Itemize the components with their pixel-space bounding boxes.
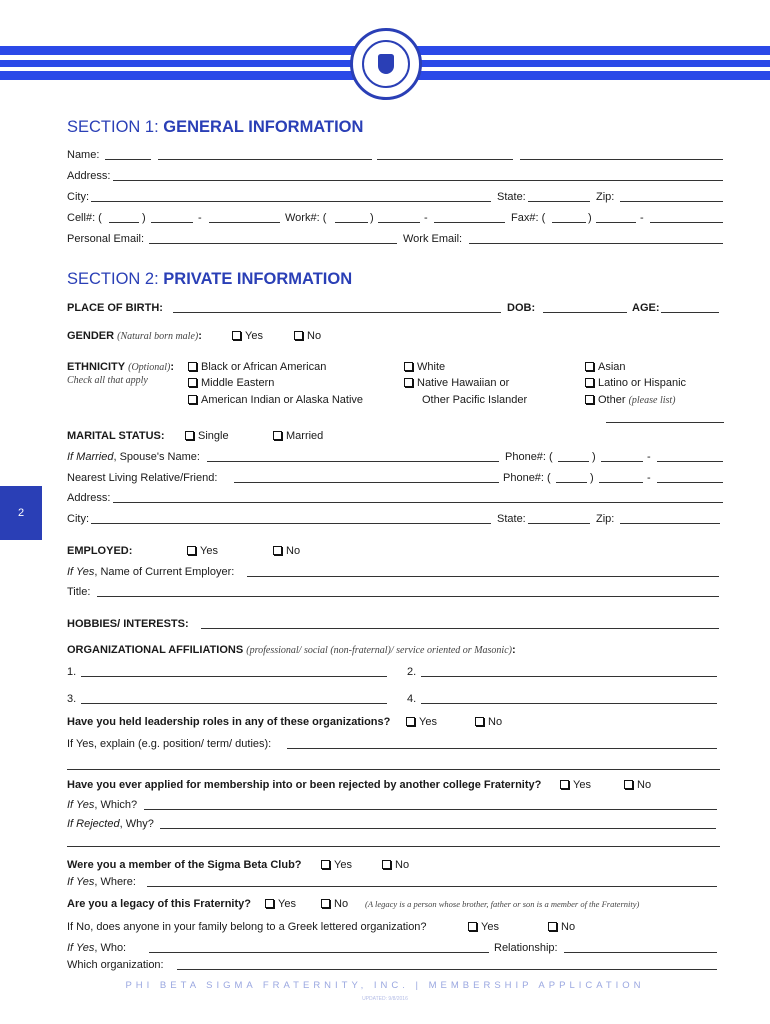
fraternity-no-label: No — [637, 779, 652, 791]
spouse-phone-line[interactable] — [657, 461, 723, 462]
address-label: Address: — [67, 170, 111, 182]
work-line-field[interactable] — [434, 222, 505, 223]
org-3-field[interactable] — [81, 703, 387, 704]
legacy-question: Are you a legacy of this Fraternity? — [67, 898, 251, 910]
which-label: , Which? — [94, 799, 138, 811]
which-row — [67, 798, 723, 812]
sigma-beta-yes-checkbox[interactable] — [321, 858, 352, 872]
spouse-name-label: , Spouse's Name: — [113, 451, 200, 463]
name-row — [67, 148, 723, 162]
spouse-row — [67, 450, 723, 464]
fraternity-seal-icon — [350, 28, 422, 100]
section-2-heading — [67, 270, 352, 289]
fraternity-yes-checkbox[interactable] — [560, 778, 591, 792]
if-rejected-label: If Rejected — [67, 818, 120, 830]
place-of-birth-label: PLACE OF BIRTH: — [67, 302, 163, 314]
sigma-beta-no-checkbox[interactable] — [382, 858, 409, 872]
nearest-relative-label: Nearest Living Relative/Friend: — [67, 472, 218, 484]
city-field[interactable] — [91, 201, 491, 202]
eth-american-indian-label: American Indian or Alaska Native — [201, 394, 364, 406]
zip-field[interactable] — [620, 201, 723, 202]
relative-zip-field[interactable] — [620, 523, 720, 524]
org-3-label: 3. — [67, 693, 77, 705]
relative-address-label: Address: — [67, 492, 111, 504]
eth-other-label: Other — [598, 394, 626, 406]
employed-row — [67, 544, 723, 558]
title-label: Title: — [67, 586, 91, 598]
work-email-field[interactable] — [469, 243, 723, 244]
greek-yes-label: Yes — [481, 921, 499, 933]
org-1-field[interactable] — [81, 676, 387, 677]
employed-yes-label: Yes — [200, 545, 218, 557]
name-field-1[interactable] — [105, 159, 151, 160]
zip-label: Zip: — [596, 191, 615, 203]
where-label: , Where: — [94, 876, 136, 888]
birth-row — [67, 301, 723, 315]
leadership-no-checkbox[interactable] — [475, 715, 502, 729]
cell-dash: - — [198, 212, 202, 224]
spouse-phone-dash: - — [647, 451, 651, 463]
name-field-2[interactable] — [158, 159, 372, 160]
eth-asian-label: Asian — [598, 361, 626, 373]
eth-other-field[interactable] — [606, 422, 724, 423]
where-field[interactable] — [147, 886, 717, 887]
work-label: Work#: ( — [285, 212, 327, 224]
relative-address-field[interactable] — [113, 502, 723, 503]
hobbies-row — [67, 617, 723, 631]
state-field[interactable] — [528, 201, 590, 202]
spouse-phone-paren: ) — [592, 451, 596, 463]
where-if-yes: If Yes — [67, 876, 95, 888]
sigma-beta-no-label: No — [395, 859, 410, 871]
cell-paren: ) — [142, 212, 146, 224]
gender-colon: : — [198, 330, 202, 342]
single-checkbox[interactable] — [185, 429, 229, 443]
relative-phone-label: Phone#: ( — [503, 472, 551, 484]
which-if-yes: If Yes — [67, 799, 95, 811]
section-1-title: GENERAL INFORMATION — [163, 118, 364, 136]
who-if-yes: If Yes — [67, 942, 95, 954]
gender-yes-checkbox[interactable] — [232, 329, 263, 343]
footer-title: PHI BETA SIGMA FRATERNITY, INC. | MEMBERSHIP APPLICATION — [125, 980, 645, 991]
marital-row — [67, 429, 723, 443]
page-number-tab: 2 — [0, 486, 42, 540]
fax-paren: ) — [588, 212, 592, 224]
sigma-beta-row — [67, 858, 723, 872]
greek-question: If No, does anyone in your family belong to a Greek lettered organization? — [67, 921, 427, 933]
phone-row — [67, 211, 723, 225]
gender-no-label: No — [307, 330, 322, 342]
rejected-row — [67, 817, 723, 831]
relative-zip-label: Zip: — [596, 513, 615, 525]
fraternity-row — [67, 778, 723, 792]
which-org-label: Which organization: — [67, 959, 164, 971]
work-dash: - — [424, 212, 428, 224]
work-prefix-field[interactable] — [378, 222, 420, 223]
city-row — [67, 190, 723, 204]
fax-dash: - — [640, 212, 644, 224]
leadership-no-label: No — [488, 716, 503, 728]
eth-middle-eastern-label: Middle Eastern — [201, 377, 275, 389]
cell-area-field[interactable] — [109, 222, 139, 223]
cell-line-field[interactable] — [209, 222, 280, 223]
org-4-label: 4. — [407, 693, 417, 705]
eth-hawaiian-label-2: Other Pacific Islander — [422, 394, 528, 406]
leadership-question: Have you held leadership roles in any of these organizations? — [67, 716, 391, 728]
relative-city-label: City: — [67, 513, 89, 525]
greek-yes-checkbox[interactable] — [468, 920, 499, 934]
current-employer-label: , Name of Current Employer: — [94, 566, 235, 578]
explain-field-2[interactable] — [67, 769, 720, 770]
relative-phone-paren: ) — [590, 472, 594, 484]
leadership-yes-label: Yes — [419, 716, 437, 728]
employer-if-yes: If Yes — [67, 566, 95, 578]
relative-city-field[interactable] — [91, 523, 491, 524]
eth-latino-checkbox[interactable] — [585, 376, 686, 390]
eth-hawaiian-label-1: Native Hawaiian or — [417, 377, 510, 389]
relative-phone-prefix[interactable] — [599, 482, 643, 483]
legacy-note: (A legacy is a person whose brother, father or son is a member of the Fraternity) — [365, 899, 640, 909]
name-label: Name: — [67, 149, 100, 161]
org-1-label: 1. — [67, 666, 77, 678]
work-area-field[interactable] — [335, 222, 368, 223]
eth-hawaiian-checkbox[interactable] — [404, 376, 509, 390]
section-2-prefix: SECTION 2: — [67, 270, 164, 288]
ethnicity-label: ETHNICITY — [67, 361, 126, 373]
section-1-heading — [67, 118, 363, 137]
gender-label: GENDER — [67, 330, 115, 342]
marital-status-label: MARITAL STATUS: — [67, 430, 165, 442]
ethnicity-optional: (Optional) — [128, 362, 171, 373]
why-field[interactable] — [160, 828, 716, 829]
relative-phone-area[interactable] — [556, 482, 587, 483]
personal-email-label: Personal Email: — [67, 233, 145, 245]
employed-yes-checkbox[interactable] — [187, 544, 218, 558]
greek-no-label: No — [561, 921, 576, 933]
relative-phone-dash: - — [647, 472, 651, 484]
explain-label: If Yes, explain (e.g. position/ term/ duties): — [67, 738, 272, 750]
name-field-3[interactable] — [377, 159, 513, 160]
legacy-yes-label: Yes — [278, 898, 296, 910]
relative-row — [67, 471, 723, 485]
personal-email-field[interactable] — [149, 243, 397, 244]
who-field[interactable] — [149, 952, 489, 953]
fraternity-yes-label: Yes — [573, 779, 591, 791]
relative-address-row — [67, 491, 723, 505]
why-field-2[interactable] — [67, 846, 720, 847]
spouse-phone-area[interactable] — [558, 461, 589, 462]
org-row-1 — [67, 665, 723, 679]
address-row — [67, 169, 723, 183]
org-affiliations-row — [67, 643, 723, 657]
state-label: State: — [497, 191, 526, 203]
relative-state-field[interactable] — [528, 523, 590, 524]
check-all-note: Check all that apply — [67, 375, 148, 386]
title-field[interactable] — [97, 596, 719, 597]
employed-label: EMPLOYED: — [67, 545, 133, 557]
leadership-yes-checkbox[interactable] — [406, 715, 437, 729]
fax-label: Fax#: ( — [511, 212, 546, 224]
which-field[interactable] — [144, 809, 717, 810]
sigma-beta-yes-label: Yes — [334, 859, 352, 871]
why-label: , Why? — [119, 818, 154, 830]
sigma-beta-question: Were you a member of the Sigma Beta Club? — [67, 859, 302, 871]
relationship-label: Relationship: — [494, 942, 558, 954]
employed-no-label: No — [286, 545, 301, 557]
email-row — [67, 232, 723, 246]
eth-middle-eastern-checkbox[interactable] — [188, 376, 274, 390]
greek-row — [67, 920, 723, 934]
relative-state-label: State: — [497, 513, 526, 525]
fax-prefix-field[interactable] — [596, 222, 636, 223]
legacy-no-label: No — [334, 898, 349, 910]
dob-field[interactable] — [543, 312, 627, 313]
relationship-field[interactable] — [564, 952, 717, 953]
employed-no-checkbox[interactable] — [273, 544, 300, 558]
current-employer-field[interactable] — [247, 576, 719, 577]
hobbies-label: HOBBIES/ INTERESTS: — [67, 618, 189, 630]
eth-black-label: Black or African American — [201, 361, 327, 373]
work-email-label: Work Email: — [403, 233, 463, 245]
work-paren: ) — [370, 212, 374, 224]
place-of-birth-field[interactable] — [173, 312, 501, 313]
eth-other-checkbox[interactable] — [585, 393, 676, 407]
hobbies-field[interactable] — [201, 628, 719, 629]
legacy-yes-checkbox[interactable] — [265, 897, 296, 911]
leadership-row — [67, 715, 723, 729]
dob-label: DOB: — [507, 302, 536, 314]
org-affiliations-note: (professional/ social (non-fraternal)/ service oriented or Masonic) — [246, 645, 512, 656]
spouse-name-field[interactable] — [207, 461, 499, 462]
address-field[interactable] — [113, 180, 723, 181]
org-affiliations-label: ORGANIZATIONAL AFFILIATIONS — [67, 644, 244, 656]
org-2-field[interactable] — [421, 676, 717, 677]
cell-prefix-field[interactable] — [151, 222, 193, 223]
org-affiliations-colon: : — [511, 644, 516, 656]
org-4-field[interactable] — [421, 703, 717, 704]
relative-city-row — [67, 512, 723, 526]
org-2-label: 2. — [407, 666, 417, 678]
eth-white-label: White — [417, 361, 446, 373]
age-field[interactable] — [661, 312, 719, 313]
explain-row — [67, 737, 723, 751]
eth-please-list: (please list) — [628, 395, 676, 406]
eth-american-indian-checkbox[interactable] — [188, 393, 363, 407]
org-row-2 — [67, 692, 723, 706]
married-checkbox[interactable] — [273, 429, 323, 443]
which-org-row — [67, 958, 723, 972]
if-married-label: If Married — [67, 451, 114, 463]
where-row — [67, 875, 723, 889]
relative-phone-line[interactable] — [657, 482, 723, 483]
who-label: , Who: — [94, 942, 127, 954]
gender-row — [67, 329, 723, 343]
legacy-row — [67, 897, 723, 911]
cell-label: Cell#: ( — [67, 212, 102, 224]
section-2-title: PRIVATE INFORMATION — [163, 270, 353, 288]
ethnicity-block — [67, 360, 723, 410]
gender-note: (Natural born male) — [117, 331, 199, 342]
name-field-4[interactable] — [520, 159, 723, 160]
title-row — [67, 585, 723, 599]
fax-line-field[interactable] — [650, 222, 723, 223]
legacy-no-checkbox[interactable] — [321, 897, 348, 911]
greek-no-checkbox[interactable] — [548, 920, 575, 934]
age-label: AGE: — [632, 302, 660, 314]
employer-row — [67, 565, 723, 579]
spouse-phone-prefix[interactable] — [601, 461, 643, 462]
eth-black-checkbox[interactable] — [188, 360, 326, 374]
section-1-prefix: SECTION 1: — [67, 118, 164, 136]
single-label: Single — [198, 430, 229, 442]
spouse-phone-label: Phone#: ( — [505, 451, 553, 463]
married-label: Married — [286, 430, 324, 442]
city-label: City: — [67, 191, 89, 203]
eth-white-checkbox[interactable] — [404, 360, 445, 374]
footer-updated: UPDATED: 9/8/2016 — [362, 996, 408, 1002]
explain-field[interactable] — [287, 748, 717, 749]
gender-yes-label: Yes — [245, 330, 263, 342]
ethnicity-colon: : — [170, 361, 175, 373]
eth-asian-checkbox[interactable] — [585, 360, 626, 374]
fax-area-field[interactable] — [552, 222, 586, 223]
who-row — [67, 941, 723, 955]
fraternity-question: Have you ever applied for membership into or been rejected by another college Fraternity? — [67, 779, 542, 791]
which-org-field[interactable] — [177, 969, 717, 970]
nearest-relative-field[interactable] — [234, 482, 499, 483]
eth-latino-label: Latino or Hispanic — [598, 377, 687, 389]
fraternity-no-checkbox[interactable] — [624, 778, 651, 792]
gender-no-checkbox[interactable] — [294, 329, 321, 343]
